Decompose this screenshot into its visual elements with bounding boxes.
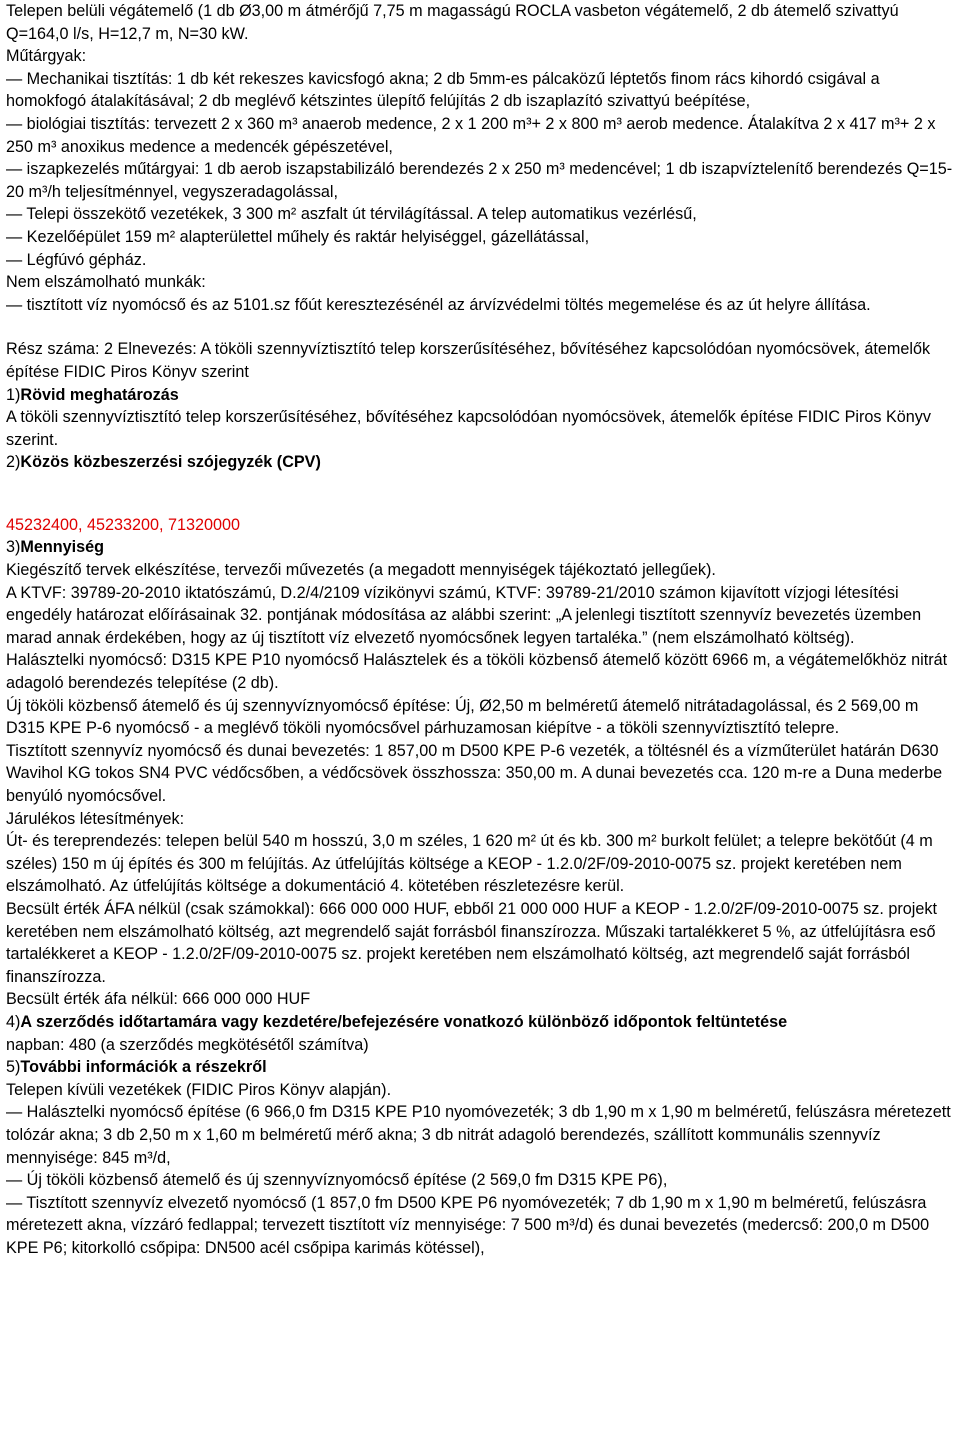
paragraph-halasztelek-pipe: Halásztelki nyomócső: D315 KPE P10 nyomócső Halásztelek és a tököli közbenső átemelő között 6966 m, a végátemelőkhöz nitrát adagoló berendezés telepítése (2 db). (6, 651, 948, 693)
list-item-biological: — biológiai tisztítás: tervezett 2 x 360 m³ anaerob medence, 2 x 1 200 m³+ 2 x 800 m³ aerob medence. Átalakítva 2 x 417 m³+ 2 x 250 m³ anoxikus medence a medencék gépészetével, (6, 114, 936, 156)
list-item-operation-building: — Kezelőépület 159 m² alapterülettel műhely és raktár helyiséggel, gázellátással, (6, 227, 590, 246)
paragraph-ancillary-heading: Járulékos létesítmények: (6, 809, 185, 828)
section-heading-5: 5)További információk a részekről (6, 1058, 267, 1077)
cpv-codes: 45232400, 45233200, 71320000 (6, 515, 241, 534)
paragraph-final-pump-station: Telepen belüli végátemelő (1 db Ø3,00 m átmérőjű 7,75 m magasságú ROCLA vasbeton végátemelő, 2 db átemelő szivattyú Q=164,0 l/s, H=12,7 m, N=30 kW. (6, 2, 899, 43)
part-number-title: Rész száma: 2 Elnevezés: A tököli szennyvíztisztító telep korszerűsítéséhez, bővítéséhez kapcsolódóan nyomócsövek, átemelők építése FIDIC Piros Könyv szerint (6, 340, 931, 381)
non-eligible-heading: Nem elszámolható munkák: (6, 273, 206, 292)
paragraph-treated-discharge: Tisztított szennyvíz nyomócső és dunai bevezetés: 1 857,00 m D500 KPE P-6 vezeték, a töltésnél és a vízműterület határán D630 Wavihol KG tokos SN4 PVC védőcsőben, a védőcsövek összhossza: 350,00 m. A dunai bevezetés cca. 120 m-re a Duna mederbe benyúló nyomócsővel. (6, 741, 943, 805)
list-item-treated-pipe-build: — Tisztított szennyvíz elvezető nyomócső (1 857,0 fm D500 KPE P6 nyomóvezeték; 7 db 1,90 m x 1,90 m belméretű, felúszásra méretezett akna, vízzáró fedlappal; tervezett tisztított víz mennyisége: 7 500 m³/d) és dunai bevezetés (medercső: 200,0 m D500 KPE P6; kitorkolló csőpipa: DN500 acél csőpipa karimás kötéssel), (6, 1193, 930, 1257)
paragraph-external-pipes: Telepen kívüli vezetékek (FIDIC Piros Könyv alapján). (6, 1080, 392, 1099)
paragraph-intermediate-pump: Új tököli közbenső átemelő és új szennyvíznyomócső építése: Új, Ø2,50 m belméretű átemelő nitrátadagolással, és 2 569,00 m D315 KPE P-6 nyomócső - a meglévő tököli nyomócsővel párhuzamosan kiépítve - a tököli szennyvíztisztító telepre. (6, 696, 919, 738)
plant-description-section (6, 0, 954, 316)
list-item-mechanical: — Mechanikai tisztítás: 1 db két rekeszes kavicsfogó akna; 2 db 5mm-es pálcaközű léptetős finom rács kihordó csigával a homokfogó átalakításával; 2 db meglévő kétszintes ülepítő felújítás 2 db iszaplazító szivattyú beépítése, (6, 69, 880, 111)
section-heading-2: 2)Közös közbeszerzési szójegyzék (CPV) (6, 453, 321, 472)
structures-heading: Műtárgyak: (6, 47, 87, 66)
quantity-section (6, 536, 954, 1259)
list-item-blower-house: — Légfúvó gépház. (6, 250, 147, 269)
paragraph-roads: Út- és tereprendezés: telepen belül 540 m hosszú, 3,0 m széles, 1 620 m² út és kb. 300 m² burkolt felület; a telepre bekötőút (4 m széles) 150 m új építés és 300 m felújítás. Az útfelújítás költsége a KEOP - 1.2.0/2F/09-2010-0075 sz. projekt keretében nem elszámolható. Az útfelújítás költsége a dokumentáció 4. kötetében részletezésre kerül. (6, 832, 933, 896)
paragraph-supplementary-plans: Kiegészítő tervek elkészítése, tervezői művezetés (a megadott mennyiségek tájékoztató jellegűek). (6, 561, 716, 580)
list-item-new-pump-build: — Új tököli közbenső átemelő és új szennyvíznyomócső építése (2 569,0 fm D315 KPE P6), (6, 1171, 668, 1190)
section-heading-4: 4)A szerződés időtartamára vagy kezdetére/befejezésére vonatkozó különböző időpontok feltüntetése (6, 1012, 788, 1031)
paragraph-duration: napban: 480 (a szerződés megkötésétől számítva) (6, 1035, 369, 1054)
short-description: A tököli szennyvíztisztító telep korszerűsítéséhez, bővítéséhez kapcsolódóan nyomócsövek, átemelők építése FIDIC Piros Könyv szerint. (6, 408, 931, 449)
paragraph-estimated-value-detail: Becsült érték ÁFA nélkül (csak számokkal): 666 000 000 HUF, ebből 21 000 000 HUF a KEOP - 1.2.0/2F/09-2010-0075 sz. projekt keretében nem elszámolható költség, azt megrendelő saját forrásból finanszírozza. Műszaki tartalékkeret 5 %, az útfelújításra eső tartalékkeret a KEOP - 1.2.0/2F/09-2010-0075 sz. projekt keretében nem elszámolható költség, azt megrendelő saját forrásból finanszírozza. (6, 899, 937, 986)
paragraph-permit-modification: A KTVF: 39789-20-2010 iktatószámú, D.2/4/2109 vízikönyvi számú, KTVF: 39789-21/2010 számon kijavított vízjogi létesítési engedély határozat előírásainak 32. pontjának módosítása az alábbi szerint: „A jelenlegi tisztított szennyvíz bevezetés üzemben marad annak érdekében, hogy az új tisztított víz elvezető nyomócsőnek legyen tartaléka.” (nem elszámolható költség). (6, 583, 922, 647)
part-2-section (6, 338, 954, 474)
list-item-non-eligible: — tisztított víz nyomócső és az 5101.sz főút keresztezésénél az árvízvédelmi töltés megemelése és az út helyre állítása. (6, 295, 871, 314)
section-heading-3: 3)Mennyiség (6, 538, 105, 557)
list-item-sludge: — iszapkezelés műtárgyai: 1 db aerob iszapstabilizáló berendezés 2 x 250 m³ medencével; 1 db iszapvíztelenítő berendezés Q=15-20 m³/h teljesítménnyel, vegyszeradagolással, (6, 160, 953, 201)
paragraph-estimated-value: Becsült érték áfa nélkül: 666 000 000 HUF (6, 990, 311, 1009)
section-heading-1: 1)Rövid meghatározás (6, 385, 179, 404)
list-item-pipelines: — Telepi összekötő vezetékek, 3 300 m² aszfalt út térvilágítással. A telep automatikus vezérlésű, (6, 205, 697, 224)
list-item-halasztelek-build: — Halásztelki nyomócső építése (6 966,0 fm D315 KPE P10 nyomóvezeték; 3 db 1,90 m x 1,90 m belméretű, felúszásra méretezett tolózár akna; 3 db 2,50 m x 1,60 m belméretű mérő akna; 3 db nitrát adagoló berendezés, szállított kommunális szennyvíz mennyisége: 845 m³/d, (6, 1103, 951, 1167)
